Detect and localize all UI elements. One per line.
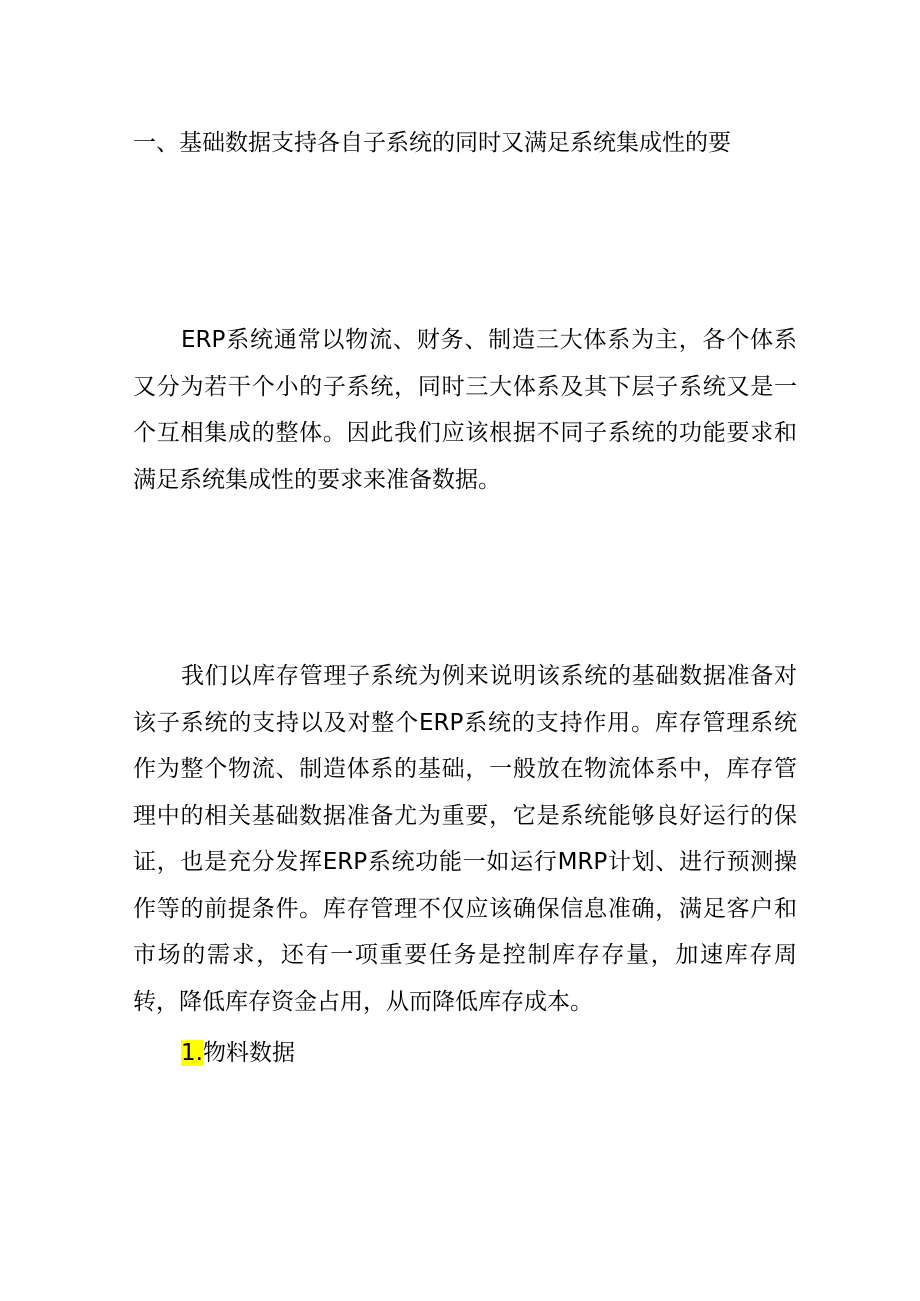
highlighted-item-number: 1. [181, 1040, 203, 1066]
paragraph-inventory-example: 我们以库存管理子系统为例来说明该系统的基础数据准备对该子系统的支持以及对整个ERP系统的支持作用。库存管理系统作为整个物流、制造体系的基础，一般放在物流体系中，库存管理中的相关基础数据准备尤为重要，它是系统能够良好运行的保证，也是充分发挥ERP系统功能一如运行MRP计划、进行预测操作等的前提条件。库存管理不仅应该确保信息准确，满足客户和市场的需求，还有一项重要任务是控制库存存量，加速库存周转，降低库存资金占用，从而降低库存成本。 [133, 663, 797, 1015]
list-item-material-data [181, 1033, 295, 1073]
list-item-label: 物料数据 [202, 1040, 295, 1066]
paragraph-erp-overview: ERP系统通常以物流、财务、制造三大体系为主，各个体系又分为若干个小的子系统，同时三大体系及其下层子系统又是一个互相集成的整体。因此我们应该根据不同子系统的功能要求和满足系统集成性的要求来准备数据。 [133, 327, 797, 493]
section-heading: 一、基础数据支持各自子系统的同时又满足系统集成性的要 [133, 130, 731, 156]
